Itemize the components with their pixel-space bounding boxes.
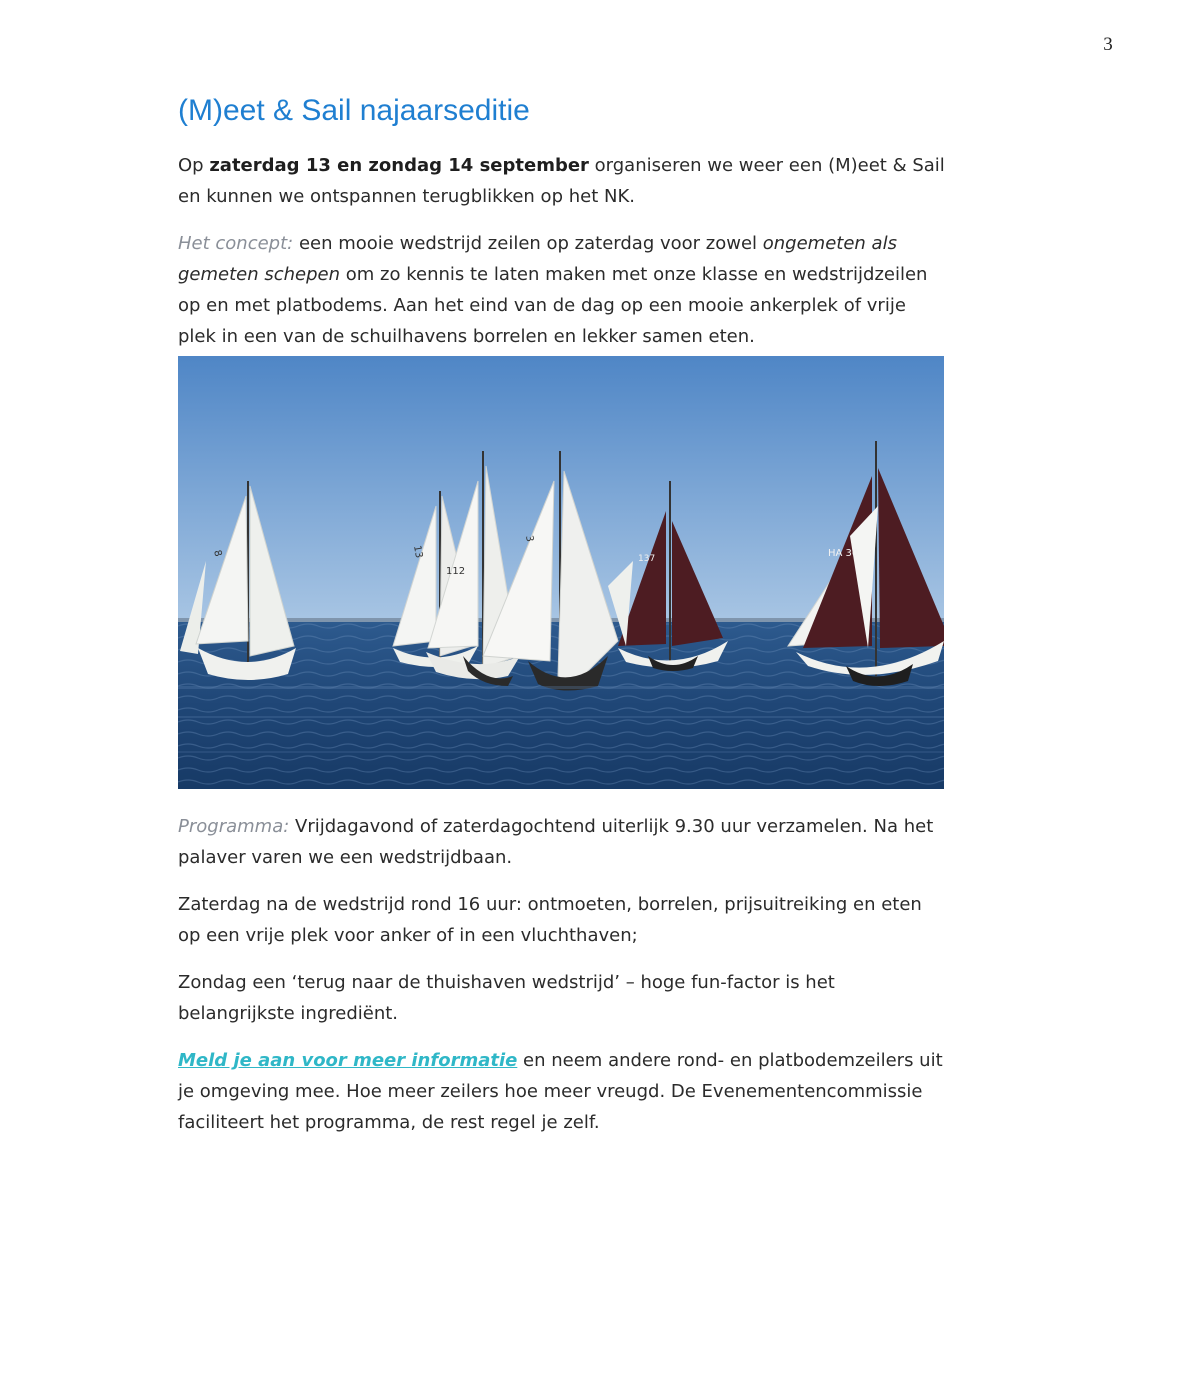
signup-paragraph: [178, 1045, 948, 1138]
signup-link[interactable]: Meld je aan voor meer informatie: [178, 1050, 518, 1071]
concept-text-2: om zo kennis te laten maken met onze klasse en wedstrijdzeilen op en met platbodems. Aan het eind van de dag op een mooie ankerplek of vrije plek in een van de schuilhavens borrelen en lekker samen eten.: [178, 264, 928, 347]
sail-number-112: 112: [446, 566, 466, 577]
intro-paragraph: [178, 150, 948, 212]
programma-text: Vrijdagavond of zaterdagochtend uiterlijk 9.30 uur verzamelen. Na het palaver varen we een wedstrijdbaan.: [178, 816, 934, 868]
concept-emphasis: ongemeten als gemeten schepen: [178, 233, 897, 285]
concept-paragraph: [178, 228, 948, 352]
concept-label: Het concept:: [178, 233, 294, 254]
programma-label: Programma:: [178, 816, 290, 837]
sailing-photo: [178, 356, 944, 789]
saturday-paragraph: Zaterdag na de wedstrijd rond 16 uur: ontmoeten, borrelen, prijsuitreiking en eten op een vrije plek voor anker of in een vluchthaven;: [178, 894, 922, 946]
concept-text-1: een mooie wedstrijd zeilen op zaterdag voor zowel: [293, 233, 763, 254]
sail-number-8: 8: [211, 548, 224, 558]
intro-suffix: organiseren we weer een (M)eet & Sail en kunnen we ontspannen terugblikken op het NK.: [178, 155, 945, 207]
sail-number-3: 3: [523, 534, 535, 543]
sail-number-137: 137: [638, 554, 656, 564]
sail-number-ha30: HA 30: [828, 548, 859, 559]
event-dates: zaterdag 13 en zondag 14 september: [209, 155, 589, 176]
sail-number-13: 13: [411, 544, 425, 560]
sunday-paragraph: Zondag een ‘terug naar de thuishaven wedstrijd’ – hoge fun-factor is het belangrijkste ingrediënt.: [178, 972, 835, 1024]
page-number: 3: [1103, 34, 1113, 55]
programma-paragraph: [178, 811, 948, 873]
article-title: (M)eet & Sail najaarseditie: [178, 94, 530, 127]
signup-text: en neem andere rond- en platbodemzeilers uit je omgeving mee. Hoe meer zeilers hoe meer vreugd. De Evenementencommissie faciliteert het programma, de rest regel je zelf.: [178, 1050, 943, 1133]
article: [178, 92, 948, 1154]
intro-prefix: Op: [178, 155, 210, 176]
